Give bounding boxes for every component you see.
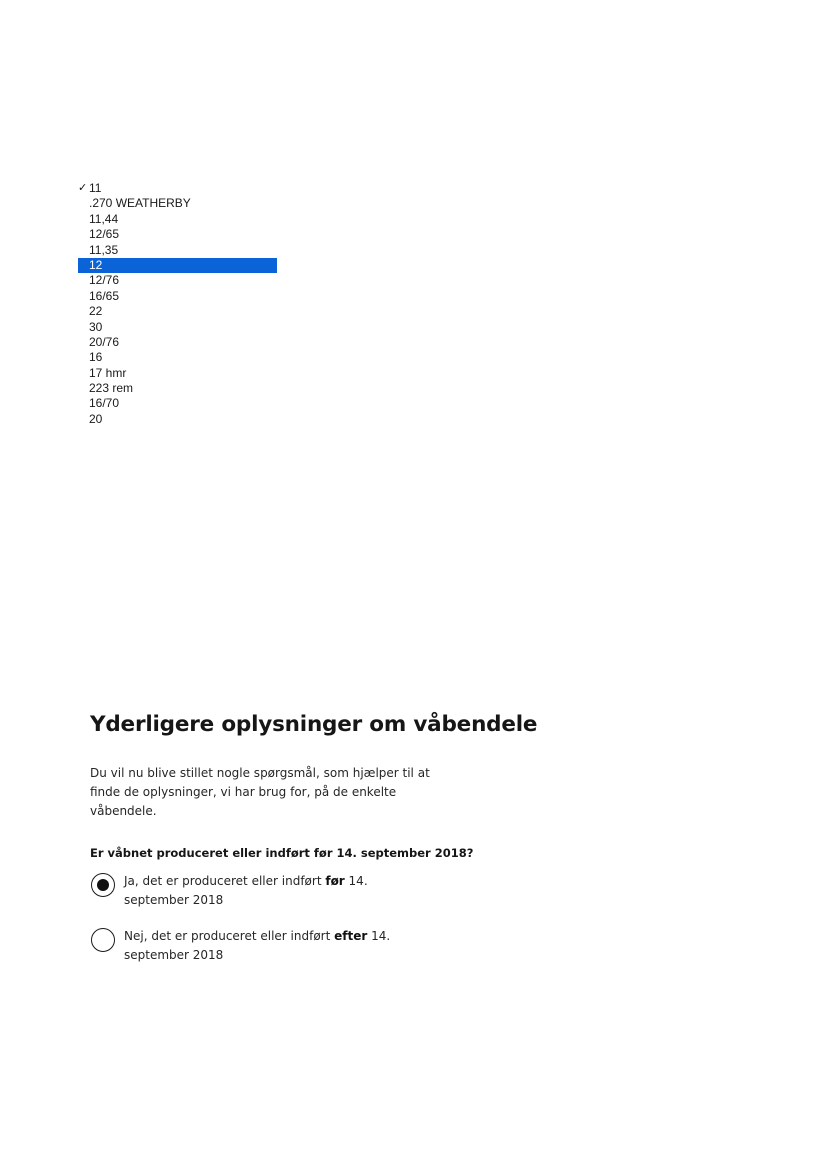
dropdown-option-label: 30 — [89, 319, 103, 334]
dropdown-option-15[interactable] — [78, 412, 277, 427]
dropdown-option-label: 11 — [89, 181, 102, 195]
radio-option-before[interactable] — [90, 873, 550, 910]
dropdown-option-label: 20 — [89, 411, 103, 426]
dropdown-option-13[interactable] — [78, 381, 277, 396]
radio-label-bold: efter — [334, 929, 368, 943]
dropdown-option-4[interactable] — [78, 243, 277, 258]
dropdown-option-10[interactable] — [78, 335, 277, 350]
dropdown-option-label: 20/76 — [89, 334, 120, 349]
dropdown-option-label: 22 — [89, 304, 103, 319]
dropdown-option-label: .270 WEATHERBY — [89, 196, 191, 211]
caliber-dropdown-list[interactable] — [78, 181, 277, 427]
radio-label-before: Ja, det er produceret eller indført før 14. september 2018 — [124, 874, 368, 907]
dropdown-option-label: 12 — [89, 257, 103, 272]
dropdown-option-1[interactable] — [78, 196, 277, 211]
dropdown-option-label: 12/76 — [89, 273, 120, 288]
radio-label-after: Nej, det er produceret eller indført efter 14. september 2018 — [124, 929, 391, 962]
dropdown-option-7[interactable] — [78, 289, 277, 304]
dropdown-option-9[interactable] — [78, 320, 277, 335]
dropdown-option-3[interactable] — [78, 227, 277, 242]
radio-button-before[interactable] — [91, 873, 115, 897]
dropdown-option-label: 16/70 — [89, 396, 120, 411]
dropdown-option-2[interactable] — [78, 212, 277, 227]
dropdown-option-label: 16 — [89, 350, 103, 365]
page-title: Yderligere oplysninger om våbendele — [90, 712, 538, 737]
dropdown-option-6[interactable] — [78, 273, 277, 288]
radio-label-bold: før — [325, 874, 345, 888]
dropdown-option-5[interactable] — [78, 258, 277, 273]
dropdown-option-label: 223 rem — [89, 381, 134, 396]
dropdown-option-14[interactable] — [78, 396, 277, 411]
dropdown-option-0[interactable] — [78, 181, 277, 196]
dropdown-option-12[interactable] — [78, 366, 277, 381]
intro-text: Du vil nu blive stillet nogle spørgsmål, som hjælper til at finde de oplysninger, vi har brug for, på de enkelte våbendele. — [90, 766, 430, 818]
production-date-radio-group — [90, 873, 550, 965]
dropdown-option-label: 16/65 — [89, 288, 120, 303]
question-label: Er våbnet produceret eller indført før 14. september 2018? — [90, 846, 474, 860]
dropdown-option-label: 11,35 — [89, 242, 119, 257]
radio-selected-dot — [97, 879, 109, 891]
radio-button-after[interactable] — [91, 928, 115, 952]
weapon-parts-form — [90, 708, 550, 983]
dropdown-option-label: 11,44 — [89, 211, 119, 226]
dropdown-option-label: 12/65 — [89, 227, 120, 242]
dropdown-option-8[interactable] — [78, 304, 277, 319]
radio-option-after[interactable] — [90, 928, 550, 965]
dropdown-option-11[interactable] — [78, 350, 277, 365]
dropdown-option-label: 17 hmr — [89, 365, 127, 380]
checkmark-icon: ✓ — [78, 182, 88, 194]
